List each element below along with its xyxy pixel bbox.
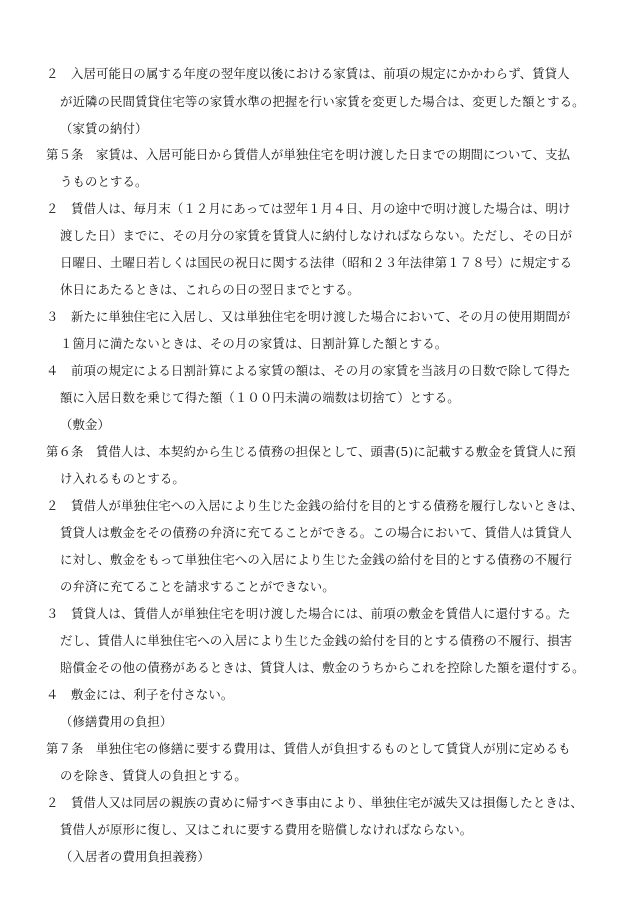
section-heading: （入居者の費用負担義務） xyxy=(60,849,210,864)
text-line: ３ 新たに単独住宅に入居し、又は単独住宅を明け渡した場合において、その月の使用期間が xyxy=(46,309,571,324)
text-line: 賠償金その他の債務があるときは、賃貸人は、敷金のうちからこれを控除した額を還付する。 xyxy=(60,660,585,675)
text-line: 額に入居日数を乗じて得た額（１００円未満の端数は切捨て）とする。 xyxy=(60,390,460,405)
article-heading: 第７条 単独住宅の修繕に要する費用は、賃借人が負担するものとして賃貸人が別に定めるも xyxy=(46,741,571,756)
text-line: ２ 賃借人は、毎月末（１２月にあっては翌年１月４日、月の途中で明け渡した場合は、明け xyxy=(46,201,571,216)
text-line: ４ 敷金には、利子を付さない。 xyxy=(46,687,234,702)
text-line: ２ 賃借人又は同居の親族の責めに帰すべき事由により、単独住宅が滅失又は損傷したときは、 xyxy=(46,795,583,810)
text-line: ４ 前項の規定による日割計算による家賃の額は、その月の家賃を当該月の日数で除して得た xyxy=(46,363,571,378)
text-line: ３ 賃貸人は、賃借人が単独住宅を明け渡した場合には、前項の敷金を賃借人に還付する。た xyxy=(46,606,571,621)
text-line: け入れるものとする。 xyxy=(60,471,185,486)
text-line: だし、賃借人に単独住宅への入居により生じた金銭の給付を目的とする債務の不履行、損害 xyxy=(60,633,573,648)
section-heading: （修繕費用の負担） xyxy=(60,714,173,729)
text-line: 賃貸人は敷金をその債務の弁済に充てることができる。この場合において、賃借人は賃貸人 xyxy=(60,525,572,540)
section-heading: （敷金） xyxy=(60,417,110,432)
article-heading: 第６条 賃借人は、本契約から生じる債務の担保として、頭書(5)に記載する敷金を賃貸人に預 xyxy=(46,444,576,459)
text-line: 日曜日、土曜日若しくは国民の祝日に関する法律（昭和２３年法律第１７８号）に規定する xyxy=(60,255,573,270)
text-line: ２ 賃借人が単独住宅への入居により生じた金銭の給付を目的とする債務を履行しないときは、 xyxy=(46,498,584,513)
text-line: １箇月に満たないときは、その月の家賃は、日割計算した額とする。 xyxy=(60,336,448,351)
text-line: 賃借人が原形に復し、又はこれに要する費用を賠償しなければならない。 xyxy=(60,822,473,837)
text-line: 渡した日）までに、その月分の家賃を賃貸人に納付しなければならない。ただし、その日が xyxy=(60,228,573,243)
text-line: に対し、敷金をもって単独住宅への入居により生じた金銭の給付を目的とする債務の不履行 xyxy=(60,552,573,567)
article-heading: 第５条 家賃は、入居可能日から賃借人が単独住宅を明け渡した日までの期間について、支払 xyxy=(46,147,571,162)
text-line: が近隣の民間賃貸住宅等の家賃水準の把握を行い家賃を変更した場合は、変更した額とする。 xyxy=(60,94,585,109)
text-line: ２ 入居可能日の属する年度の翌年度以後における家賃は、前項の規定にかかわらず、賃貸人 xyxy=(46,66,570,81)
text-line: のを除き、賃貸人の負担とする。 xyxy=(60,768,247,783)
text-line: の弁済に充てることを請求することができない。 xyxy=(60,579,335,594)
text-line: うものとする。 xyxy=(60,174,148,189)
text-line: 休日にあたるときは、これらの日の翌日までとする。 xyxy=(60,282,360,297)
section-heading: （家賃の納付） xyxy=(60,121,148,136)
